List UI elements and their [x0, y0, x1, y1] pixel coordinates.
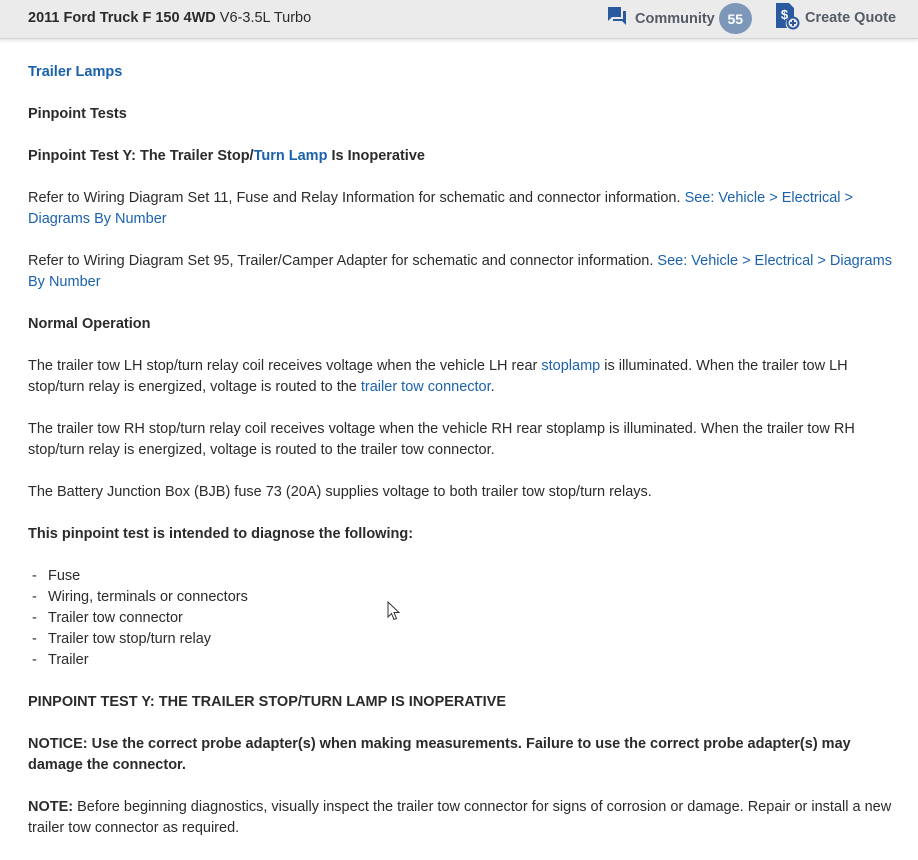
lh-text-1: The trailer tow LH stop/turn relay coil receives voltage when the vehicle LH rear [28, 358, 542, 374]
bullet-dash: - [32, 631, 37, 647]
note-paragraph [28, 797, 900, 839]
test-title [28, 146, 900, 167]
community-count-badge: 55 [719, 3, 752, 34]
turn-lamp-link[interactable]: Turn Lamp [253, 148, 328, 164]
community-label: Community [635, 10, 715, 27]
caps-test-heading: PINPOINT TEST Y: THE TRAILER STOP/TURN LAMP IS INOPERATIVE [28, 694, 507, 710]
notice-paragraph: NOTICE: Use the correct probe adapter(s) when making measurements. Failure to use the correct probe adapter(s) may damage the connector. [28, 736, 851, 773]
diagrams-link-2[interactable]: See: Vehicle > Electrical > Diagrams By Number [28, 253, 892, 290]
bullet-dash: - [32, 589, 37, 605]
vehicle-engine: V6-3.5L Turbo [215, 10, 312, 26]
list-item-label: Fuse [48, 568, 81, 584]
list-item-label: Trailer tow stop/turn relay [48, 631, 212, 647]
section-link-trailer-lamps[interactable]: Trailer Lamps [28, 64, 123, 80]
lh-relay-paragraph [28, 356, 900, 398]
create-quote-label: Create Quote [805, 10, 897, 26]
vehicle-name: 2011 Ford Truck F 150 4WD [28, 10, 216, 26]
test-title-prefix: Pinpoint Test Y: The Trailer Stop/ [28, 148, 254, 164]
chat-bubbles-icon [607, 6, 627, 31]
diagrams-link-1[interactable]: See: Vehicle > Electrical > Diagrams By Number [28, 190, 854, 227]
diagnose-list [28, 566, 900, 671]
mouse-pointer-icon [387, 601, 401, 621]
list-item [28, 608, 900, 629]
bjb-paragraph: The Battery Junction Box (BJB) fuse 73 (20A) supplies voltage to both trailer tow stop/turn relays. [28, 484, 652, 500]
reference-text-2: Refer to Wiring Diagram Set 95, Trailer/Camper Adapter for schematic and connector information. [28, 253, 658, 269]
trailer-tow-connector-link[interactable]: trailer tow connector [360, 379, 491, 395]
normal-operation-heading: Normal Operation [28, 316, 151, 332]
bullet-dash: - [32, 568, 37, 584]
section-breadcrumb [28, 62, 900, 83]
top-bar [0, 0, 918, 39]
reference-paragraph-2 [28, 251, 900, 293]
lh-text-3: . [490, 379, 495, 395]
list-item-label: Wiring, terminals or connectors [48, 589, 248, 605]
list-item-label: Trailer tow connector [48, 610, 183, 626]
svg-text:$: $ [780, 6, 789, 22]
vehicle-title [28, 10, 311, 26]
list-item-label: Trailer [48, 652, 89, 668]
list-item [28, 566, 900, 587]
dollar-document-icon [774, 2, 800, 35]
note-text: Before beginning diagnostics, visually inspect the trailer tow connector for signs of corrosion or damage. Repair or install a new trailer tow connector as required. [28, 799, 892, 836]
bullet-dash: - [32, 610, 37, 626]
stoplamp-link[interactable]: stoplamp [541, 358, 601, 374]
create-quote-button[interactable] [774, 4, 896, 32]
list-item [28, 587, 900, 608]
rh-relay-paragraph: The trailer tow RH stop/turn relay coil receives voltage when the vehicle RH rear stoplamp is illuminated. When the trailer tow RH stop/turn relay is energized, voltage is routed to the trailer tow connector. [28, 421, 855, 458]
lh-text-2: is illuminated. When the trailer tow LH stop/turn relay is energized, voltage is routed to the [28, 358, 848, 395]
diagnose-heading: This pinpoint test is intended to diagnose the following: [28, 526, 414, 542]
reference-paragraph-1 [28, 188, 900, 230]
article-content [28, 62, 900, 860]
list-item [28, 629, 900, 650]
list-item [28, 650, 900, 671]
bullet-dash: - [32, 652, 37, 668]
test-title-suffix: Is Inoperative [327, 148, 425, 164]
reference-text-1: Refer to Wiring Diagram Set 11, Fuse and Relay Information for schematic and connector information. [28, 190, 685, 206]
note-label: NOTE: [28, 799, 74, 815]
pinpoint-tests-heading: Pinpoint Tests [28, 106, 127, 122]
community-button[interactable] [607, 3, 752, 34]
